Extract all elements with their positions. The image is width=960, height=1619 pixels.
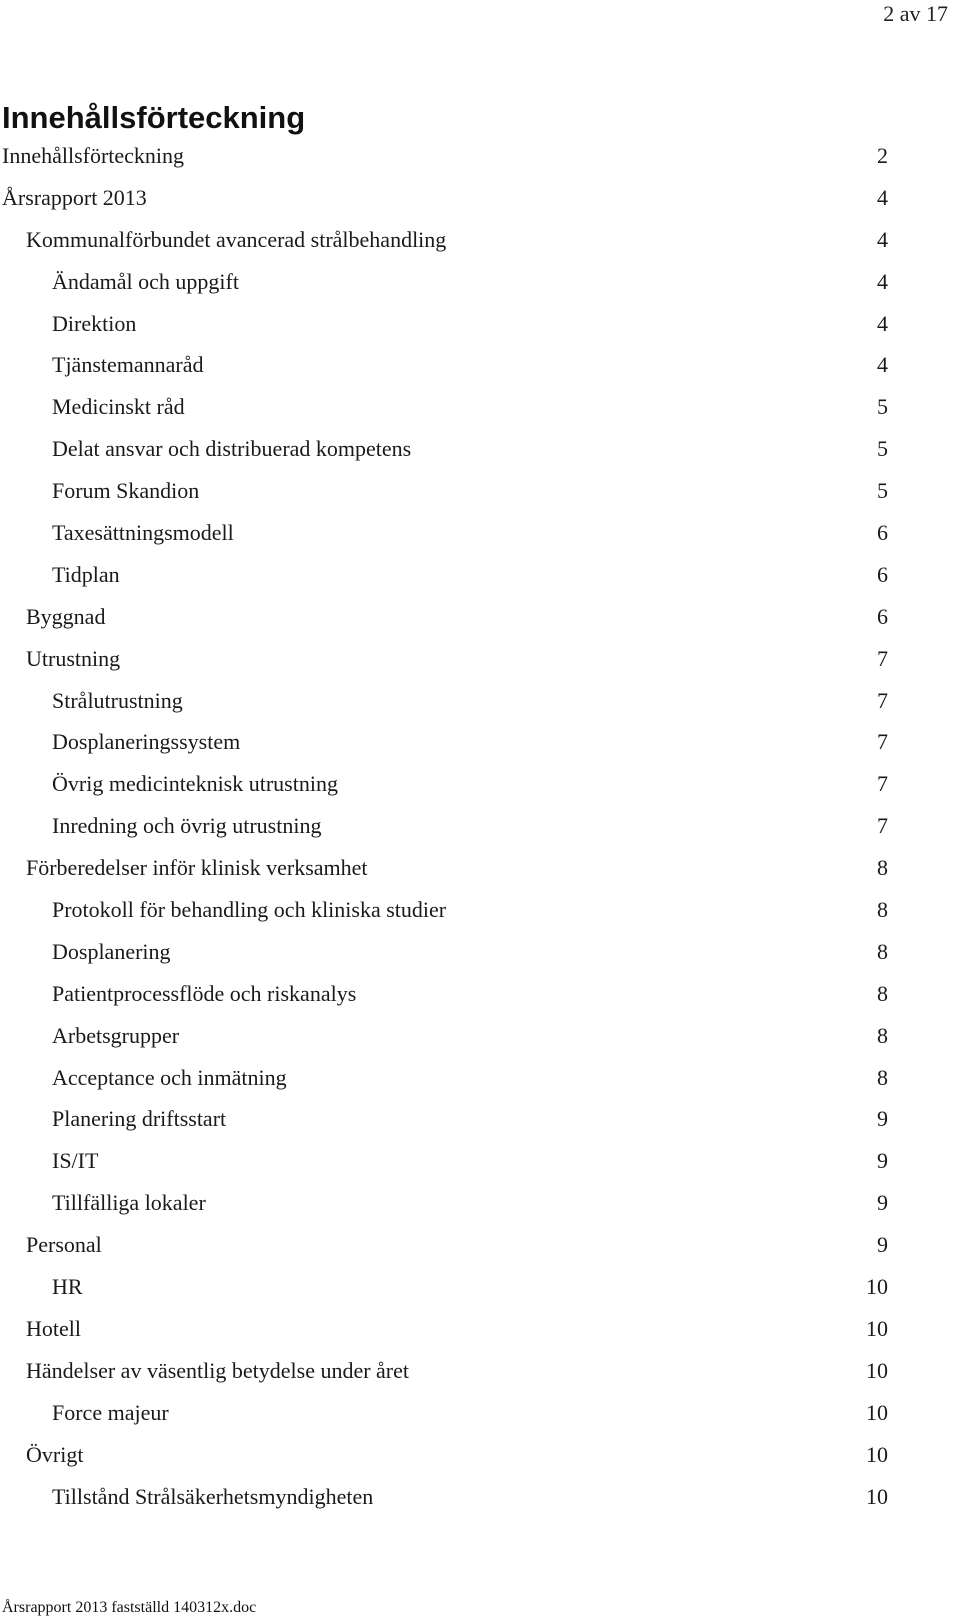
toc-entry-title: Förberedelser inför klinisk verksamhet — [26, 855, 368, 881]
toc-entry-page-number: 4 — [877, 226, 888, 252]
toc-entry-page-number: 8 — [877, 897, 888, 923]
toc-entry-title: Tjänstemannaråd — [52, 352, 204, 378]
toc-entry-title: Planering driftsstart — [52, 1106, 227, 1132]
toc-entry-title: Forum Skandion — [52, 478, 200, 504]
toc-entry-page-number: 4 — [877, 184, 888, 210]
toc-entry[interactable] — [0, 1271, 888, 1313]
toc-entry[interactable] — [0, 559, 888, 601]
toc-entry-page-number: 8 — [877, 855, 888, 881]
toc-entry-title: Innehållsförteckning — [2, 143, 185, 168]
toc-entry[interactable] — [0, 643, 888, 685]
toc-entry-title: Händelser av väsentlig betydelse under året — [26, 1357, 410, 1383]
toc-heading: Innehållsförteckning — [2, 100, 306, 135]
toc-entry-title: Tillstånd Strålsäkerhetsmyndigheten — [52, 1483, 374, 1509]
toc-entry-page-number: 6 — [877, 561, 888, 587]
toc-entry-page-number: 8 — [877, 938, 888, 964]
toc-entry-page-number: 10 — [866, 1274, 888, 1300]
toc-entry-page-number: 7 — [877, 813, 888, 839]
toc-entry[interactable] — [0, 978, 888, 1020]
toc-entry-page-number: 2 — [877, 143, 888, 168]
toc-entry[interactable] — [0, 768, 888, 810]
toc-entry-page-number: 5 — [877, 436, 888, 462]
toc-entry[interactable] — [0, 1103, 888, 1145]
toc-entry[interactable] — [0, 433, 888, 475]
toc-entry[interactable] — [0, 1187, 888, 1229]
toc-entry[interactable] — [0, 349, 888, 391]
toc-entry-title: Ändamål och uppgift — [52, 268, 239, 294]
toc-entry-page-number: 8 — [877, 1064, 888, 1090]
toc-entry[interactable] — [0, 224, 888, 266]
toc-entry-title: Patientprocessflöde och riskanalys — [52, 980, 357, 1006]
toc-entry-page-number: 10 — [866, 1357, 888, 1383]
toc-entry[interactable] — [0, 266, 888, 308]
toc-entry[interactable] — [0, 1229, 888, 1271]
toc-entry-page-number: 4 — [877, 268, 888, 294]
toc-entry-page-number: 9 — [877, 1106, 888, 1132]
toc-entry[interactable] — [0, 810, 888, 852]
toc-entry-page-number: 6 — [877, 520, 888, 546]
toc-entry-page-number: 6 — [877, 603, 888, 629]
toc-entry-title: Force majeur — [52, 1399, 169, 1425]
toc-entry-title: Hotell — [26, 1315, 81, 1341]
toc-entry-title: Protokoll för behandling och kliniska studier — [52, 897, 447, 923]
toc-entry-title: Övrigt — [26, 1441, 84, 1467]
toc-entry-title: Dosplanering — [52, 938, 171, 964]
toc-entry[interactable] — [0, 1481, 888, 1523]
toc-entry-page-number: 4 — [877, 352, 888, 378]
toc-entry-title: Övrig medicinteknisk utrustning — [52, 771, 338, 797]
toc-entry[interactable] — [0, 1020, 888, 1062]
toc-entry-page-number: 7 — [877, 645, 888, 671]
toc-entry[interactable] — [0, 1355, 888, 1397]
toc-entry-title: Kommunalförbundet avancerad strålbehandling — [26, 226, 447, 252]
toc-entry-title: Byggnad — [26, 603, 106, 629]
toc-entry[interactable] — [0, 685, 888, 727]
toc-entry-title: Årsrapport 2013 — [2, 184, 147, 210]
toc-list — [0, 140, 888, 1522]
toc-entry-title: Direktion — [52, 310, 137, 336]
toc-entry-page-number: 7 — [877, 771, 888, 797]
toc-entry-title: Utrustning — [26, 645, 121, 671]
toc-entry-page-number: 5 — [877, 478, 888, 504]
toc-entry-page-number: 9 — [877, 1232, 888, 1258]
toc-entry[interactable] — [0, 1145, 888, 1187]
toc-entry[interactable] — [0, 936, 888, 978]
toc-entry[interactable] — [0, 308, 888, 350]
toc-entry-page-number: 9 — [877, 1148, 888, 1174]
toc-entry-page-number: 10 — [866, 1399, 888, 1425]
toc-entry[interactable] — [0, 1313, 888, 1355]
toc-entry[interactable] — [0, 726, 888, 768]
toc-entry[interactable] — [0, 391, 888, 433]
toc-entry-page-number: 4 — [877, 310, 888, 336]
toc-entry[interactable] — [0, 182, 888, 224]
toc-entry-title: Tillfälliga lokaler — [52, 1190, 206, 1216]
toc-entry[interactable] — [0, 517, 888, 559]
toc-entry-page-number: 5 — [877, 394, 888, 420]
toc-entry-page-number: 8 — [877, 980, 888, 1006]
toc-entry[interactable] — [0, 140, 888, 182]
footer-filename: Årsrapport 2013 fastställd 140312x.doc — [2, 1599, 257, 1616]
toc-entry-title: IS/IT — [52, 1148, 99, 1174]
toc-entry[interactable] — [0, 601, 888, 643]
toc-entry-title: Acceptance och inmätning — [52, 1064, 287, 1090]
toc-entry[interactable] — [0, 1397, 888, 1439]
toc-entry-title: HR — [52, 1274, 83, 1300]
toc-entry-page-number: 10 — [866, 1315, 888, 1341]
toc-entry-page-number: 7 — [877, 687, 888, 713]
toc-entry-page-number: 7 — [877, 729, 888, 755]
toc-entry-title: Strålutrustning — [52, 687, 183, 713]
toc-entry-title: Taxesättningsmodell — [52, 520, 234, 546]
toc-entry-page-number: 10 — [866, 1441, 888, 1467]
page-indicator: 2 av 17 — [883, 1, 948, 26]
toc-entry[interactable] — [0, 1439, 888, 1481]
toc-entry[interactable] — [0, 852, 888, 894]
toc-entry-title: Tidplan — [52, 561, 120, 587]
toc-entry[interactable] — [0, 475, 888, 517]
toc-entry-title: Delat ansvar och distribuerad kompetens — [52, 436, 412, 462]
toc-entry-title: Dosplaneringssystem — [52, 729, 241, 755]
toc-entry-title: Personal — [26, 1232, 102, 1258]
toc-entry-page-number: 9 — [877, 1190, 888, 1216]
toc-entry[interactable] — [0, 894, 888, 936]
toc-entry-title: Arbetsgrupper — [52, 1022, 180, 1048]
toc-entry-title: Medicinskt råd — [52, 394, 185, 420]
toc-entry-page-number: 8 — [877, 1022, 888, 1048]
toc-entry[interactable] — [0, 1062, 888, 1104]
toc-entry-page-number: 10 — [866, 1483, 888, 1509]
toc-entry-title: Inredning och övrig utrustning — [52, 813, 322, 839]
